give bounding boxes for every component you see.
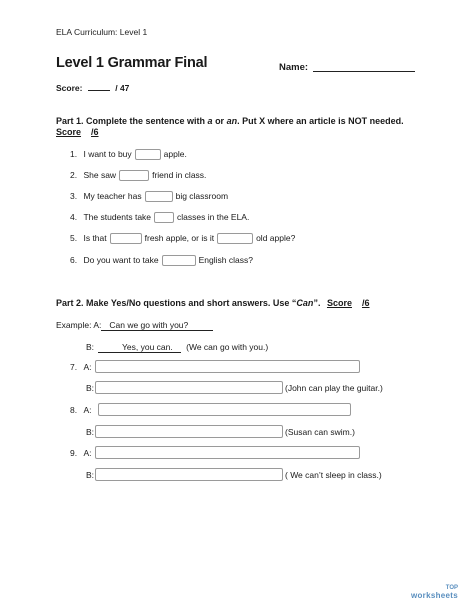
answer-blank[interactable] [162, 255, 196, 266]
part1-item-4 [70, 212, 249, 223]
part1-heading-or: or [212, 116, 227, 126]
item-text: old apple? [256, 233, 296, 243]
part1-heading-rest: . Put X where an article is NOT needed. [237, 116, 404, 126]
score-total: / 47 [115, 83, 130, 93]
item-9-hint: ( We can’t sleep in class.) [285, 470, 382, 480]
b-label: B: [86, 383, 95, 393]
part1-heading-an: an [226, 116, 238, 126]
logo-top-text: TOP [445, 585, 458, 591]
item-text: Is that [83, 233, 107, 243]
part2-heading-rest: ”. [313, 298, 321, 308]
example-answer-row [86, 342, 268, 353]
part2-score-total: /6 [361, 298, 370, 308]
part2-item-7-b [86, 383, 94, 393]
example-hint: (We can go with you.) [186, 342, 269, 352]
item-text: fresh apple, or is it [144, 233, 215, 243]
example-label: Example: A: [56, 320, 102, 330]
part2-item-8-b [86, 427, 94, 437]
item-number: 9. [70, 448, 78, 458]
example-question-row [56, 320, 213, 331]
part1-score [56, 127, 99, 137]
item-7-question-field[interactable] [95, 360, 360, 373]
item-number: 2. [70, 170, 78, 180]
item-number: 7. [70, 362, 78, 372]
item-text: apple. [163, 149, 187, 159]
item-7-answer-field[interactable] [95, 381, 283, 394]
name-field[interactable] [313, 71, 415, 72]
answer-blank[interactable] [217, 233, 253, 244]
top-worksheets-logo [411, 584, 458, 600]
item-9-question-field[interactable] [95, 446, 360, 459]
curriculum-label: ELA Curriculum: Level 1 [56, 27, 148, 37]
part1-score-label: Score [56, 127, 82, 137]
part2-heading-text: Part 2. Make Yes/No questions and short answers. Use “ [56, 298, 297, 308]
logo-bottom-text: worksheets [410, 591, 458, 600]
a-label: A: [83, 448, 92, 458]
item-number: 5. [70, 233, 78, 243]
item-7-hint: (John can play the guitar.) [285, 383, 383, 393]
part2-item-9-a [70, 448, 92, 458]
part1-item-5 [70, 233, 295, 244]
item-text: She saw [83, 170, 117, 180]
part1-item-3 [70, 191, 228, 202]
item-number: 1. [70, 149, 78, 159]
part1-heading-a: a [207, 116, 213, 126]
score-blank[interactable] [88, 82, 110, 91]
example-answer: Yes, you can. [98, 342, 181, 353]
answer-blank[interactable] [145, 191, 173, 202]
item-text: English class? [198, 255, 253, 265]
part2-item-7-a [70, 362, 92, 372]
item-text: Do you want to take [83, 255, 159, 265]
item-text: big classroom [175, 191, 229, 201]
part1-score-total: /6 [91, 127, 99, 137]
item-8-question-field[interactable] [98, 403, 351, 416]
part2-heading-can: Can [296, 298, 314, 308]
item-number: 3. [70, 191, 78, 201]
score-label: Score: [56, 83, 83, 93]
item-number: 6. [70, 255, 78, 265]
item-text: My teacher has [83, 191, 142, 201]
part1-item-1 [70, 149, 187, 160]
example-b-label: B: [86, 342, 95, 352]
item-number: 8. [70, 405, 78, 415]
example-question: Can we go with you? [101, 320, 213, 331]
answer-blank[interactable] [119, 170, 149, 181]
item-text: classes in the ELA. [177, 212, 250, 222]
item-9-answer-field[interactable] [95, 468, 283, 481]
item-text: The students take [83, 212, 152, 222]
a-label: A: [83, 405, 92, 415]
a-label: A: [83, 362, 92, 372]
part1-item-2 [70, 170, 206, 181]
part2-item-8-a [70, 405, 92, 415]
item-text: I want to buy [83, 149, 132, 159]
part2-item-9-b [86, 470, 94, 480]
part2-score-label: Score [326, 298, 352, 308]
b-label: B: [86, 427, 95, 437]
b-label: B: [86, 470, 95, 480]
item-text: friend in class. [152, 170, 207, 180]
answer-blank[interactable] [110, 233, 142, 244]
answer-blank[interactable] [154, 212, 174, 223]
page-title: Level 1 Grammar Final [56, 55, 208, 71]
item-8-hint: (Susan can swim.) [285, 427, 355, 437]
item-number: 4. [70, 212, 78, 222]
part1-item-6 [70, 255, 253, 266]
item-8-answer-field[interactable] [95, 425, 283, 438]
answer-blank[interactable] [135, 149, 161, 160]
part1-heading-text: Part 1. Complete the sentence with [56, 116, 208, 126]
name-label: Name: [279, 62, 309, 73]
part1-heading [56, 116, 404, 126]
part2-heading [56, 298, 370, 308]
score-line [56, 82, 129, 93]
